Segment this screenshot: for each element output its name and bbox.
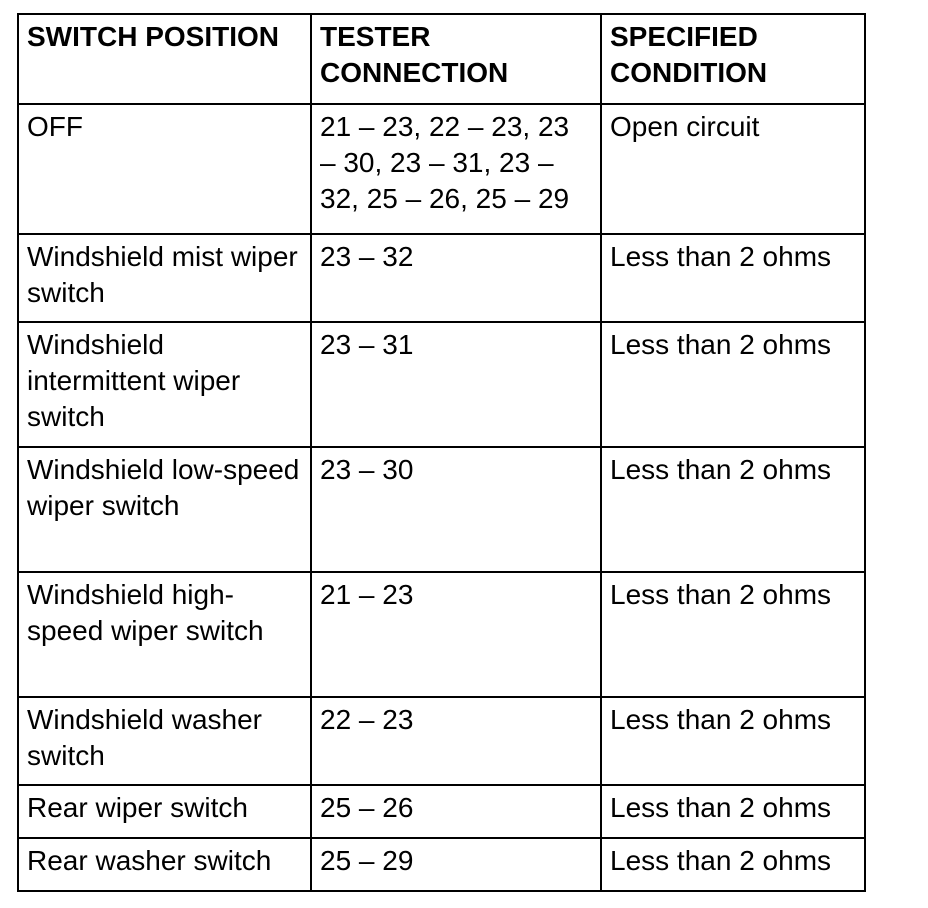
table-row [18, 234, 865, 322]
table-row [18, 447, 865, 572]
cell-tester-connection: 25 – 29 [311, 838, 601, 891]
cell-tester-connection: 21 – 23, 22 – 23, 23 – 30, 23 – 31, 23 – 32, 25 – 26, 25 – 29 [311, 104, 601, 234]
header-switch-position: SWITCH POSITION [18, 14, 311, 104]
cell-specified-condition: Less than 2 ohms [601, 697, 865, 785]
table-row [18, 572, 865, 697]
cell-switch-position: Windshield washer switch [18, 697, 311, 785]
cell-specified-condition: Open circuit [601, 104, 865, 234]
cell-specified-condition: Less than 2 ohms [601, 785, 865, 838]
switch-inspection-table [17, 13, 866, 892]
table-row [18, 104, 865, 234]
cell-tester-connection: 22 – 23 [311, 697, 601, 785]
cell-specified-condition: Less than 2 ohms [601, 447, 865, 572]
table-header-row [18, 14, 865, 104]
cell-specified-condition: Less than 2 ohms [601, 838, 865, 891]
header-tester-connection: TESTER CONNECTION [311, 14, 601, 104]
table-row [18, 838, 865, 891]
cell-specified-condition: Less than 2 ohms [601, 572, 865, 697]
cell-tester-connection: 23 – 31 [311, 322, 601, 447]
cell-specified-condition: Less than 2 ohms [601, 322, 865, 447]
cell-tester-connection: 23 – 30 [311, 447, 601, 572]
cell-tester-connection: 25 – 26 [311, 785, 601, 838]
table-row [18, 785, 865, 838]
cell-switch-position: Windshield intermittent wiper switch [18, 322, 311, 447]
cell-switch-position: Windshield mist wiper switch [18, 234, 311, 322]
cell-switch-position: OFF [18, 104, 311, 234]
cell-specified-condition: Less than 2 ohms [601, 234, 865, 322]
table-row [18, 322, 865, 447]
cell-switch-position: Rear washer switch [18, 838, 311, 891]
cell-tester-connection: 21 – 23 [311, 572, 601, 697]
cell-tester-connection: 23 – 32 [311, 234, 601, 322]
cell-switch-position: Rear wiper switch [18, 785, 311, 838]
cell-switch-position: Windshield high-speed wiper switch [18, 572, 311, 697]
header-specified-condition: SPECIFIED CONDITION [601, 14, 865, 104]
cell-switch-position: Windshield low-speed wiper switch [18, 447, 311, 572]
table-row [18, 697, 865, 785]
